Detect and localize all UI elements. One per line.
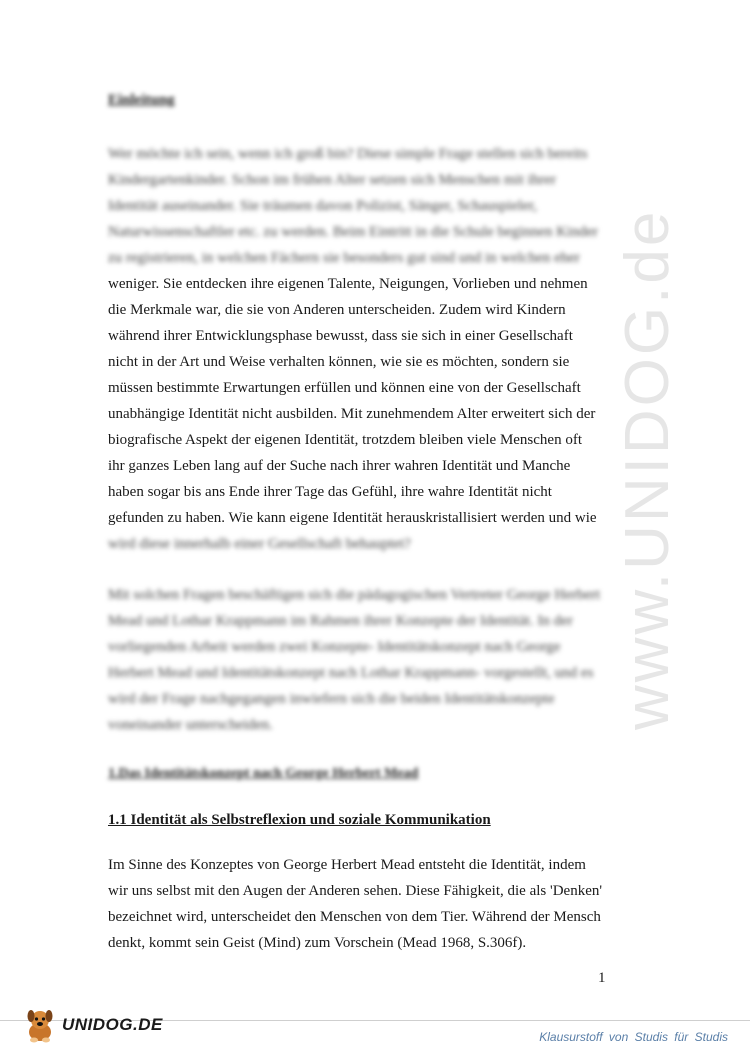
text-line: denkt, kommt sein Geist (Mind) zum Vorschein (Mead 1968, S.306f). xyxy=(108,935,527,951)
text-line: nicht in der Art und Weise verhalten können, wie sie es möchten, sondern sie xyxy=(108,354,570,370)
footer-tagline: Klausurstoff von Studis für Studis xyxy=(539,1030,728,1044)
third-paragraph xyxy=(108,852,608,956)
text-line: die Merkmale war, die sie von Anderen unterscheiden. Zudem wird Kindern xyxy=(108,302,566,318)
blurred-heading: Einleitung xyxy=(108,92,175,108)
text-line: ihr ganzes Leben lang auf der Suche nach ihrer wahren Identität und Manche xyxy=(108,458,571,474)
blurred-line: Kindergartenkinder. Schon im frühen Alter setzen sich Menschen mit ihrer xyxy=(108,172,556,188)
text-line: Im Sinne des Konzeptes von George Herbert Mead entsteht die Identität, indem xyxy=(108,857,586,873)
text-line: wir uns selbst mit den Augen der Anderen sehen. Diese Fähigkeit, die als 'Denken' xyxy=(108,883,603,899)
logo-text: UNIDOG.DE xyxy=(62,1015,163,1034)
watermark: www.UNIDOG.de xyxy=(613,208,682,730)
blurred-line: Naturwissenschaftler etc. zu werden. Beim Eintritt in die Schule beginnen Kinder xyxy=(108,224,598,240)
blurred-line: Wer möchte ich sein, wenn ich groß bin? Diese simple Frage stellen sich bereits xyxy=(108,146,588,162)
text-line: haben sogar bis ans Ende ihrer Tage das Gefühl, ihre wahre Identität nicht xyxy=(108,484,552,500)
subsection-heading: 1.1 Identität als Selbstreflexion und soziale Kommunikation xyxy=(108,812,491,828)
blurred-line: voneinander unterscheiden. xyxy=(108,717,273,733)
blurred-line: Herbert Mead und Identitätskonzept nach Lothar Krappmann- vorgestellt, und es xyxy=(108,665,594,681)
blurred-line: wird der Frage nachgegangen inwiefern sich die beiden Identitätskonzepte xyxy=(108,691,555,707)
second-paragraph xyxy=(108,582,608,738)
blurred-line: zu registrieren, in welchen Fächern sie besonders gut sind und in welchen eher xyxy=(108,250,580,266)
text-line: während ihrer Entwicklungsphase bewusst, dass sie sich in einer Gesellschaft xyxy=(108,328,573,344)
intro-paragraph xyxy=(108,141,608,557)
text-line: unabhängige Identität nicht ausbilden. Mit zunehmendem Alter erweitert sich der xyxy=(108,406,596,422)
text-line: müssen bestimmte Erwartungen erfüllen und können eine von der Gesellschaft xyxy=(108,380,581,396)
text-line: bezeichnet wird, unterscheidet den Menschen von dem Tier. Während der Mensch xyxy=(108,909,601,925)
blurred-line: Identität auseinander. Sie träumen davon Polizist, Sänger, Schauspieler, xyxy=(108,198,538,214)
blurred-line: vorliegenden Arbeit werden zwei Konzepte- Identitätskonzept nach George xyxy=(108,639,561,655)
dog-icon xyxy=(20,1005,60,1045)
unidog-logo[interactable] xyxy=(20,1005,163,1045)
text-line: weniger. Sie entdecken ihre eigenen Talente, Neigungen, Vorlieben und nehmen xyxy=(108,276,588,292)
text-line: biografische Aspekt der eigenen Identität, trotzdem bleiben viele Menschen oft xyxy=(108,432,583,448)
page-number: 1 xyxy=(598,970,606,986)
blurred-line: Mead und Lothar Krappmann im Rahmen ihrer Konzepte der Identität. In der xyxy=(108,613,573,629)
blurred-line: wird diese innerhalb einer Gesellschaft behauptet? xyxy=(108,536,411,552)
text-line: gefunden zu haben. Wie kann eigene Identität herauskristallisiert werden und wie xyxy=(108,510,597,526)
blurred-section-heading: 1.Das Identitätskonzept nach George Herbert Mead xyxy=(108,766,419,781)
blurred-line: Mit solchen Fragen beschäftigen sich die pädagogischen Vertreter George Herbert xyxy=(108,587,601,603)
